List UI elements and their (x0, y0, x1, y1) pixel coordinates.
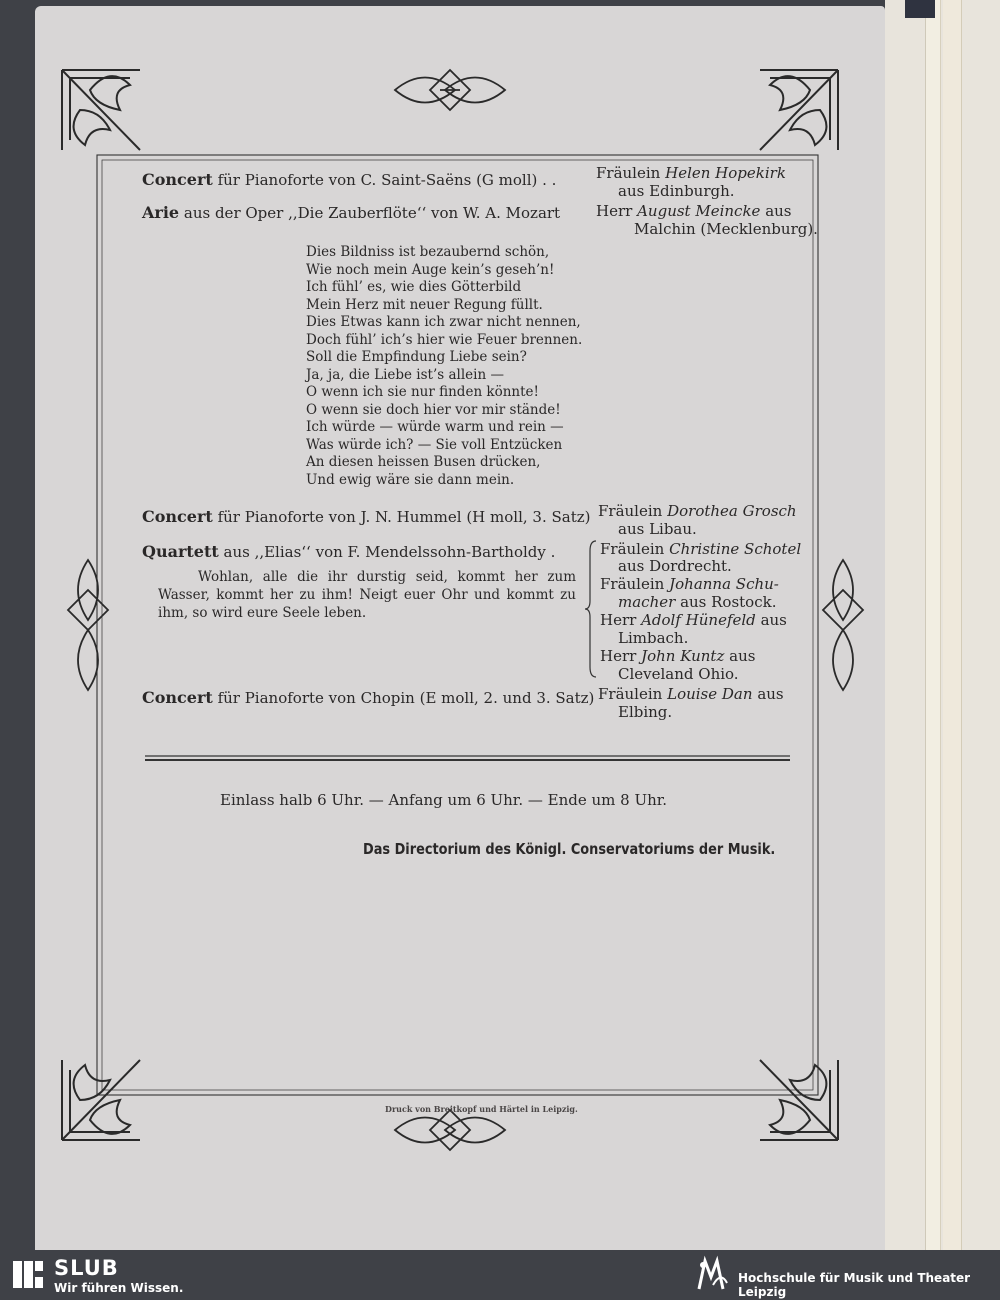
quartet-performer-1 (600, 540, 801, 558)
performer-title: Fräulein (598, 502, 663, 520)
performer-1 (596, 164, 786, 182)
slub-tagline: Wir führen Wissen. (54, 1281, 184, 1295)
performer-title: Herr (600, 647, 637, 665)
lyric-line: Was würde ich? — Sie voll Entzücken (306, 436, 563, 453)
performer-origin-5: Elbing. (618, 703, 673, 721)
hmt-name[interactable]: Hochschule für Musik und Theater Leipzig (738, 1271, 971, 1299)
performer-origin-1: aus Edinburgh. (618, 182, 735, 200)
performer-origin-3: aus Libau. (618, 520, 697, 538)
schedule-line: Einlass halb 6 Uhr. — Anfang um 6 Uhr. — Ende um 8 Uhr. (220, 791, 668, 809)
performer-2 (596, 202, 792, 220)
slub-name[interactable]: SLUB (54, 1256, 119, 1280)
performer-name: macher (618, 593, 676, 611)
performer-title: Herr (600, 611, 637, 629)
program-item-4 (142, 543, 555, 561)
program-label: Concert (142, 170, 213, 189)
program-label: Concert (142, 507, 213, 526)
performer-title: Fräulein (598, 685, 663, 703)
quartet-text: Wohlan, alle die ihr durstig seid, kommt her zum Wasser, kommt her zu ihm! Neigt euer Ohr und kommt zu ihm, so wird eure Seele leben. (158, 569, 576, 621)
performer-origin: aus Rostock. (680, 593, 777, 611)
lyric-line: O wenn sie doch hier vor mir stände! (306, 401, 561, 418)
performer-title: Herr (596, 202, 633, 220)
quartet-origin-4: Cleveland Ohio. (618, 665, 739, 683)
program-description: aus ,,Elias‘‘ von F. Mendelssohn-Bartholdy . (223, 543, 556, 561)
lyric-line: Und ewig wäre sie dann mein. (306, 471, 515, 488)
lyric-line: Ich fühl’ es, wie dies Götterbild (306, 279, 522, 295)
performer-5 (598, 685, 784, 703)
lyric-line: Mein Herz mit neuer Regung füllt. (306, 296, 543, 313)
performer-3 (598, 502, 797, 520)
program-item-5 (142, 689, 594, 707)
lyric-line: O wenn ich sie nur finden könnte! (306, 384, 539, 400)
quartet-origin-1: aus Dordrecht. (618, 557, 732, 575)
lyric-line: Doch fühl’ ich’s hier wie Feuer brennen. (306, 331, 583, 348)
program-description: aus der Oper ,,Die Zauberflöte‘‘ von W. A. Mozart (183, 204, 561, 222)
lyric-line: Wie noch mein Auge kein’s geseh’n! (306, 261, 555, 278)
aria-lyrics (306, 244, 582, 489)
performer-name: August Meincke (637, 202, 761, 220)
program-item-3 (142, 508, 590, 526)
quartet-origin-2 (618, 593, 776, 611)
performer-title: Fräulein (600, 575, 665, 593)
lyric-line: An diesen heissen Busen drücken, (306, 454, 541, 470)
lyric-line: Ich würde — würde warm und rein — (306, 419, 564, 435)
performer-suffix: aus (729, 647, 756, 665)
program-item-1 (142, 171, 556, 189)
performer-title: Fräulein (596, 164, 661, 182)
lyric-line: Dies Etwas kann ich zwar nicht nennen, (306, 314, 581, 330)
program-description: für Pianoforte von J. N. Hummel (H moll, 3. Satz) (217, 508, 591, 526)
performer-name: Johanna Schu- (669, 575, 779, 593)
performer-name: Adolf Hünefeld (641, 611, 756, 629)
performer-name: Christine Schotel (669, 540, 802, 558)
lyric-line: Dies Bildniss ist bezaubernd schön, (306, 244, 550, 260)
printer-imprint: Druck von Breitkopf und Härtel in Leipzig. (385, 1104, 578, 1114)
performer-name: Dorothea Grosch (667, 502, 797, 520)
program-description: für Pianoforte von Chopin (E moll, 2. und 3. Satz) (217, 689, 595, 707)
performer-name: Louise Dan (667, 685, 753, 703)
quartet-performer-4 (600, 647, 755, 665)
program-label: Quartett (142, 542, 219, 561)
performer-name: John Kuntz (641, 647, 725, 665)
signature-line: Das Directorium des Königl. Conservatoriums der Musik. (363, 840, 776, 858)
lyric-line: Soll die Empfindung Liebe sein? (306, 349, 527, 365)
performer-name: Helen Hopekirk (665, 164, 786, 182)
quartet-performer-2 (600, 575, 779, 593)
quartet-origin-3: Limbach. (618, 629, 689, 647)
slub-logo-icon (13, 1261, 43, 1288)
program-description: für Pianoforte von C. Saint-Saëns (G moll) . . (217, 171, 557, 189)
program-label: Concert (142, 688, 213, 707)
lyric-line: Ja, ja, die Liebe ist’s allein — (306, 366, 504, 383)
program-label: Arie (142, 203, 180, 222)
performer-title: Fräulein (600, 540, 665, 558)
performer-suffix: aus (760, 611, 787, 629)
performer-suffix: aus (757, 685, 784, 703)
quartet-performer-3 (600, 611, 787, 629)
hmt-logo-icon (693, 1255, 731, 1295)
performer-suffix: aus (765, 202, 792, 220)
program-item-2 (142, 204, 560, 222)
performer-origin-2: Malchin (Mecklenburg). (634, 220, 818, 238)
